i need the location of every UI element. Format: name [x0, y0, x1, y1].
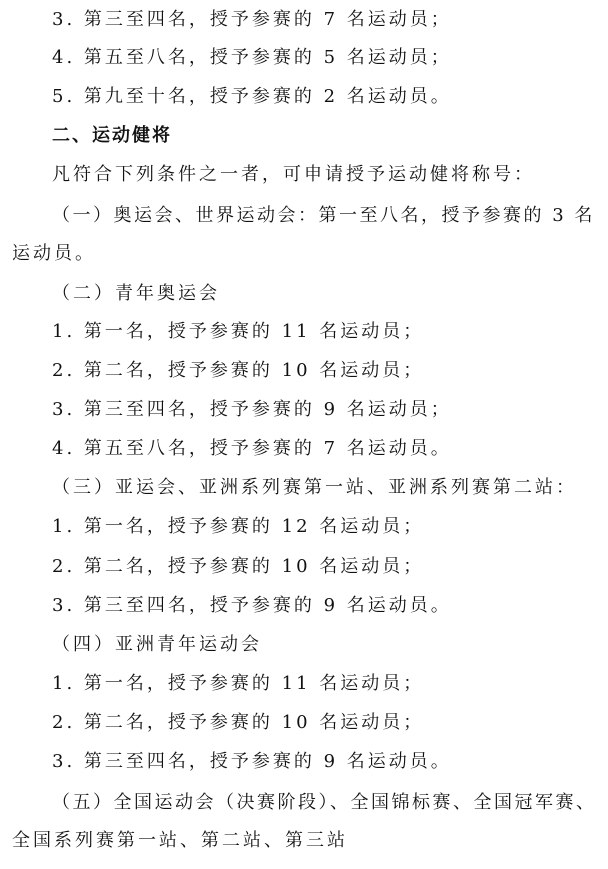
- subsection-heading: （四）亚洲青年运动会: [52, 634, 262, 655]
- subsection-heading: （三）亚运会、亚洲系列赛第一站、亚洲系列赛第二站：: [52, 477, 577, 498]
- list-item: 3. 第三至四名，授予参赛的 9 名运动员。: [52, 595, 452, 616]
- paragraph: 凡符合下列条件之一者，可申请授予运动健将称号：: [52, 164, 535, 185]
- list-item: 3. 第三至四名，授予参赛的 9 名运动员。: [52, 751, 452, 772]
- section-heading: 二、运动健将: [52, 125, 172, 146]
- subsection-item: （一）奥运会、世界运动会：第一至八名，授予参赛的 3 名: [52, 205, 595, 226]
- list-item: 2. 第二名，授予参赛的 10 名运动员；: [52, 556, 425, 577]
- list-item: 1. 第一名，授予参赛的 12 名运动员；: [52, 516, 425, 537]
- paragraph-continuation: 运动员。: [12, 243, 96, 264]
- list-item: 1. 第一名，授予参赛的 11 名运动员；: [52, 321, 425, 342]
- list-item: 2. 第二名，授予参赛的 10 名运动员；: [52, 712, 425, 733]
- list-item: 3. 第三至四名，授予参赛的 7 名运动员；: [52, 9, 452, 30]
- paragraph-continuation: 全国系列赛第一站、第二站、第三站: [12, 830, 348, 851]
- list-item: 4. 第五至八名，授予参赛的 7 名运动员。: [52, 438, 452, 459]
- subsection-heading: （五）全国运动会（决赛阶段）、全国锦标赛、全国冠军赛、: [52, 792, 597, 813]
- list-item: 2. 第二名，授予参赛的 10 名运动员；: [52, 360, 425, 381]
- subsection-heading: （二）青年奥运会: [52, 283, 220, 304]
- list-item: 3. 第三至四名，授予参赛的 9 名运动员；: [52, 399, 452, 420]
- list-item: 4. 第五至八名，授予参赛的 5 名运动员；: [52, 47, 452, 68]
- list-item: 5. 第九至十名，授予参赛的 2 名运动员。: [52, 86, 452, 107]
- list-item: 1. 第一名，授予参赛的 11 名运动员；: [52, 673, 425, 694]
